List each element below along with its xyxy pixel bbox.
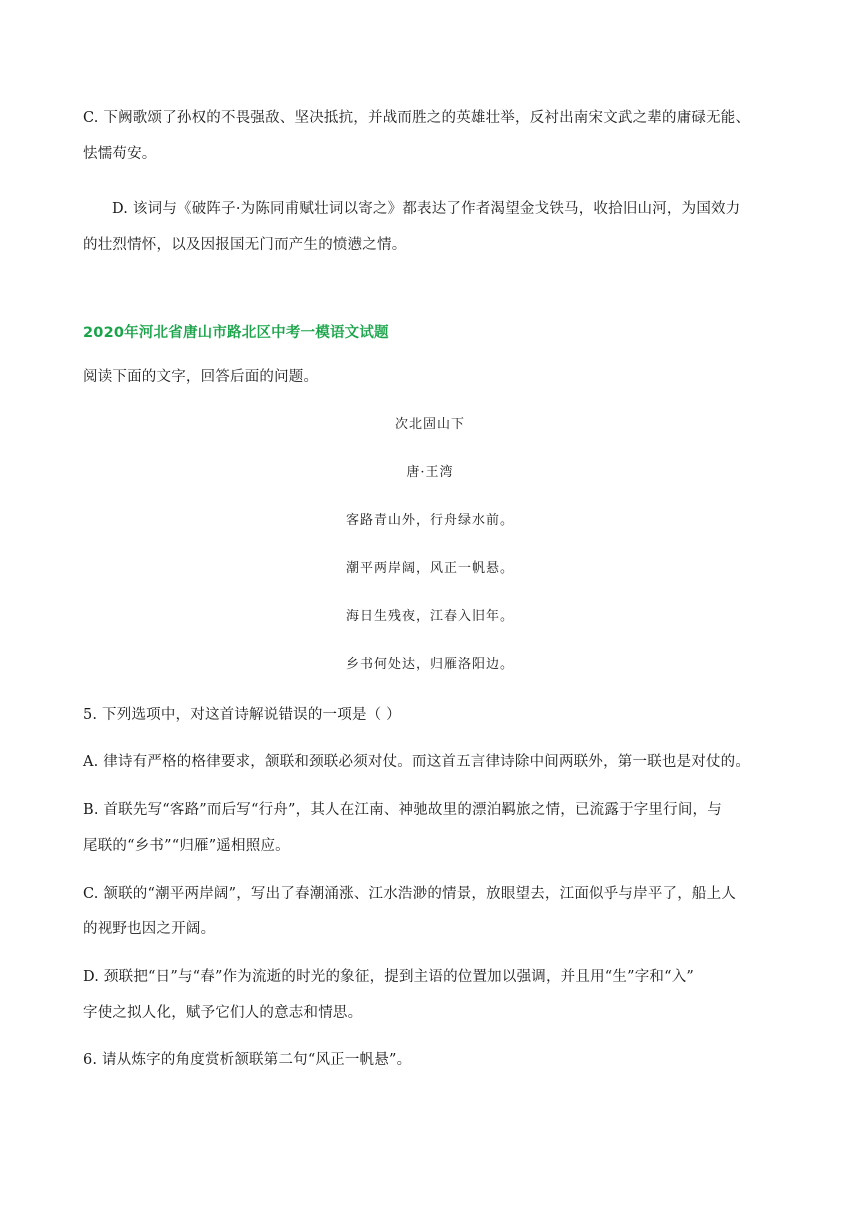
question-5-option-d-line2: 字使之拟人化，赋予它们人的意志和情思。	[83, 1005, 363, 1021]
question-5-option-d-line1: D. 颈联把“日”与“春”作为流逝的时光的象征，提到主语的位置加以强调，并且用“生”字和“入”	[83, 969, 695, 985]
question-5-option-b-line1: B. 首联先写“客路”而后写“行舟”，其人在江南、神驰故里的漂泊羁旅之情，已流露于字里行间，与	[83, 802, 722, 818]
question-6-stem: 6. 请从炼字的角度赏析颔联第二句“风正一帆悬”。	[83, 1052, 412, 1068]
prev-option-c-line1: C. 下阙歌颂了孙权的不畏强敌、坚决抵抗，并战而胜之的英雄壮举，反衬出南宋文武之辈的庸碌无能、	[83, 110, 751, 126]
question-5-option-b-line2: 尾联的“乡书”“归雁”遥相照应。	[83, 838, 290, 854]
prev-option-d-line2: 的壮烈情怀，以及因报国无门而产生的愤懑之情。	[83, 237, 407, 253]
prev-option-c-line2: 怯懦苟安。	[83, 146, 157, 162]
reading-instruction: 阅读下面的文字，回答后面的问题。	[83, 369, 319, 385]
poem-line: 海日生残夜，江春入旧年。	[345, 609, 514, 624]
question-5-stem: 5. 下列选项中，对这首诗解说错误的一项是（ ）	[83, 707, 401, 723]
poem-line: 客路青山外，行舟绿水前。	[345, 513, 514, 528]
poem-line: 潮平两岸阔，风正一帆悬。	[345, 561, 514, 576]
question-5-option-c-line2: 的视野也因之开阔。	[83, 921, 216, 937]
section-title: 2020年河北省唐山市路北区中考一模语文试题	[83, 325, 389, 341]
poem-author: 唐·王湾	[406, 465, 454, 480]
prev-option-d-line1: D. 该词与《破阵子·为陈同甫赋壮词以寄之》都表达了作者渴望金戈铁马，收拾旧山河，为国效力	[112, 201, 741, 217]
question-5-option-a: A. 律诗有严格的格律要求，颔联和颈联必须对仗。而这首五言律诗除中间两联外，第一联也是对仗的。	[83, 754, 751, 770]
poem-line: 乡书何处达，归雁洛阳边。	[345, 657, 514, 672]
poem-title: 次北固山下	[394, 417, 465, 432]
question-5-option-c-line1: C. 颔联的“潮平两岸阔”，写出了春潮涌涨、江水浩渺的情景，放眼望去，江面似乎与岸平了，船上人	[83, 886, 737, 902]
